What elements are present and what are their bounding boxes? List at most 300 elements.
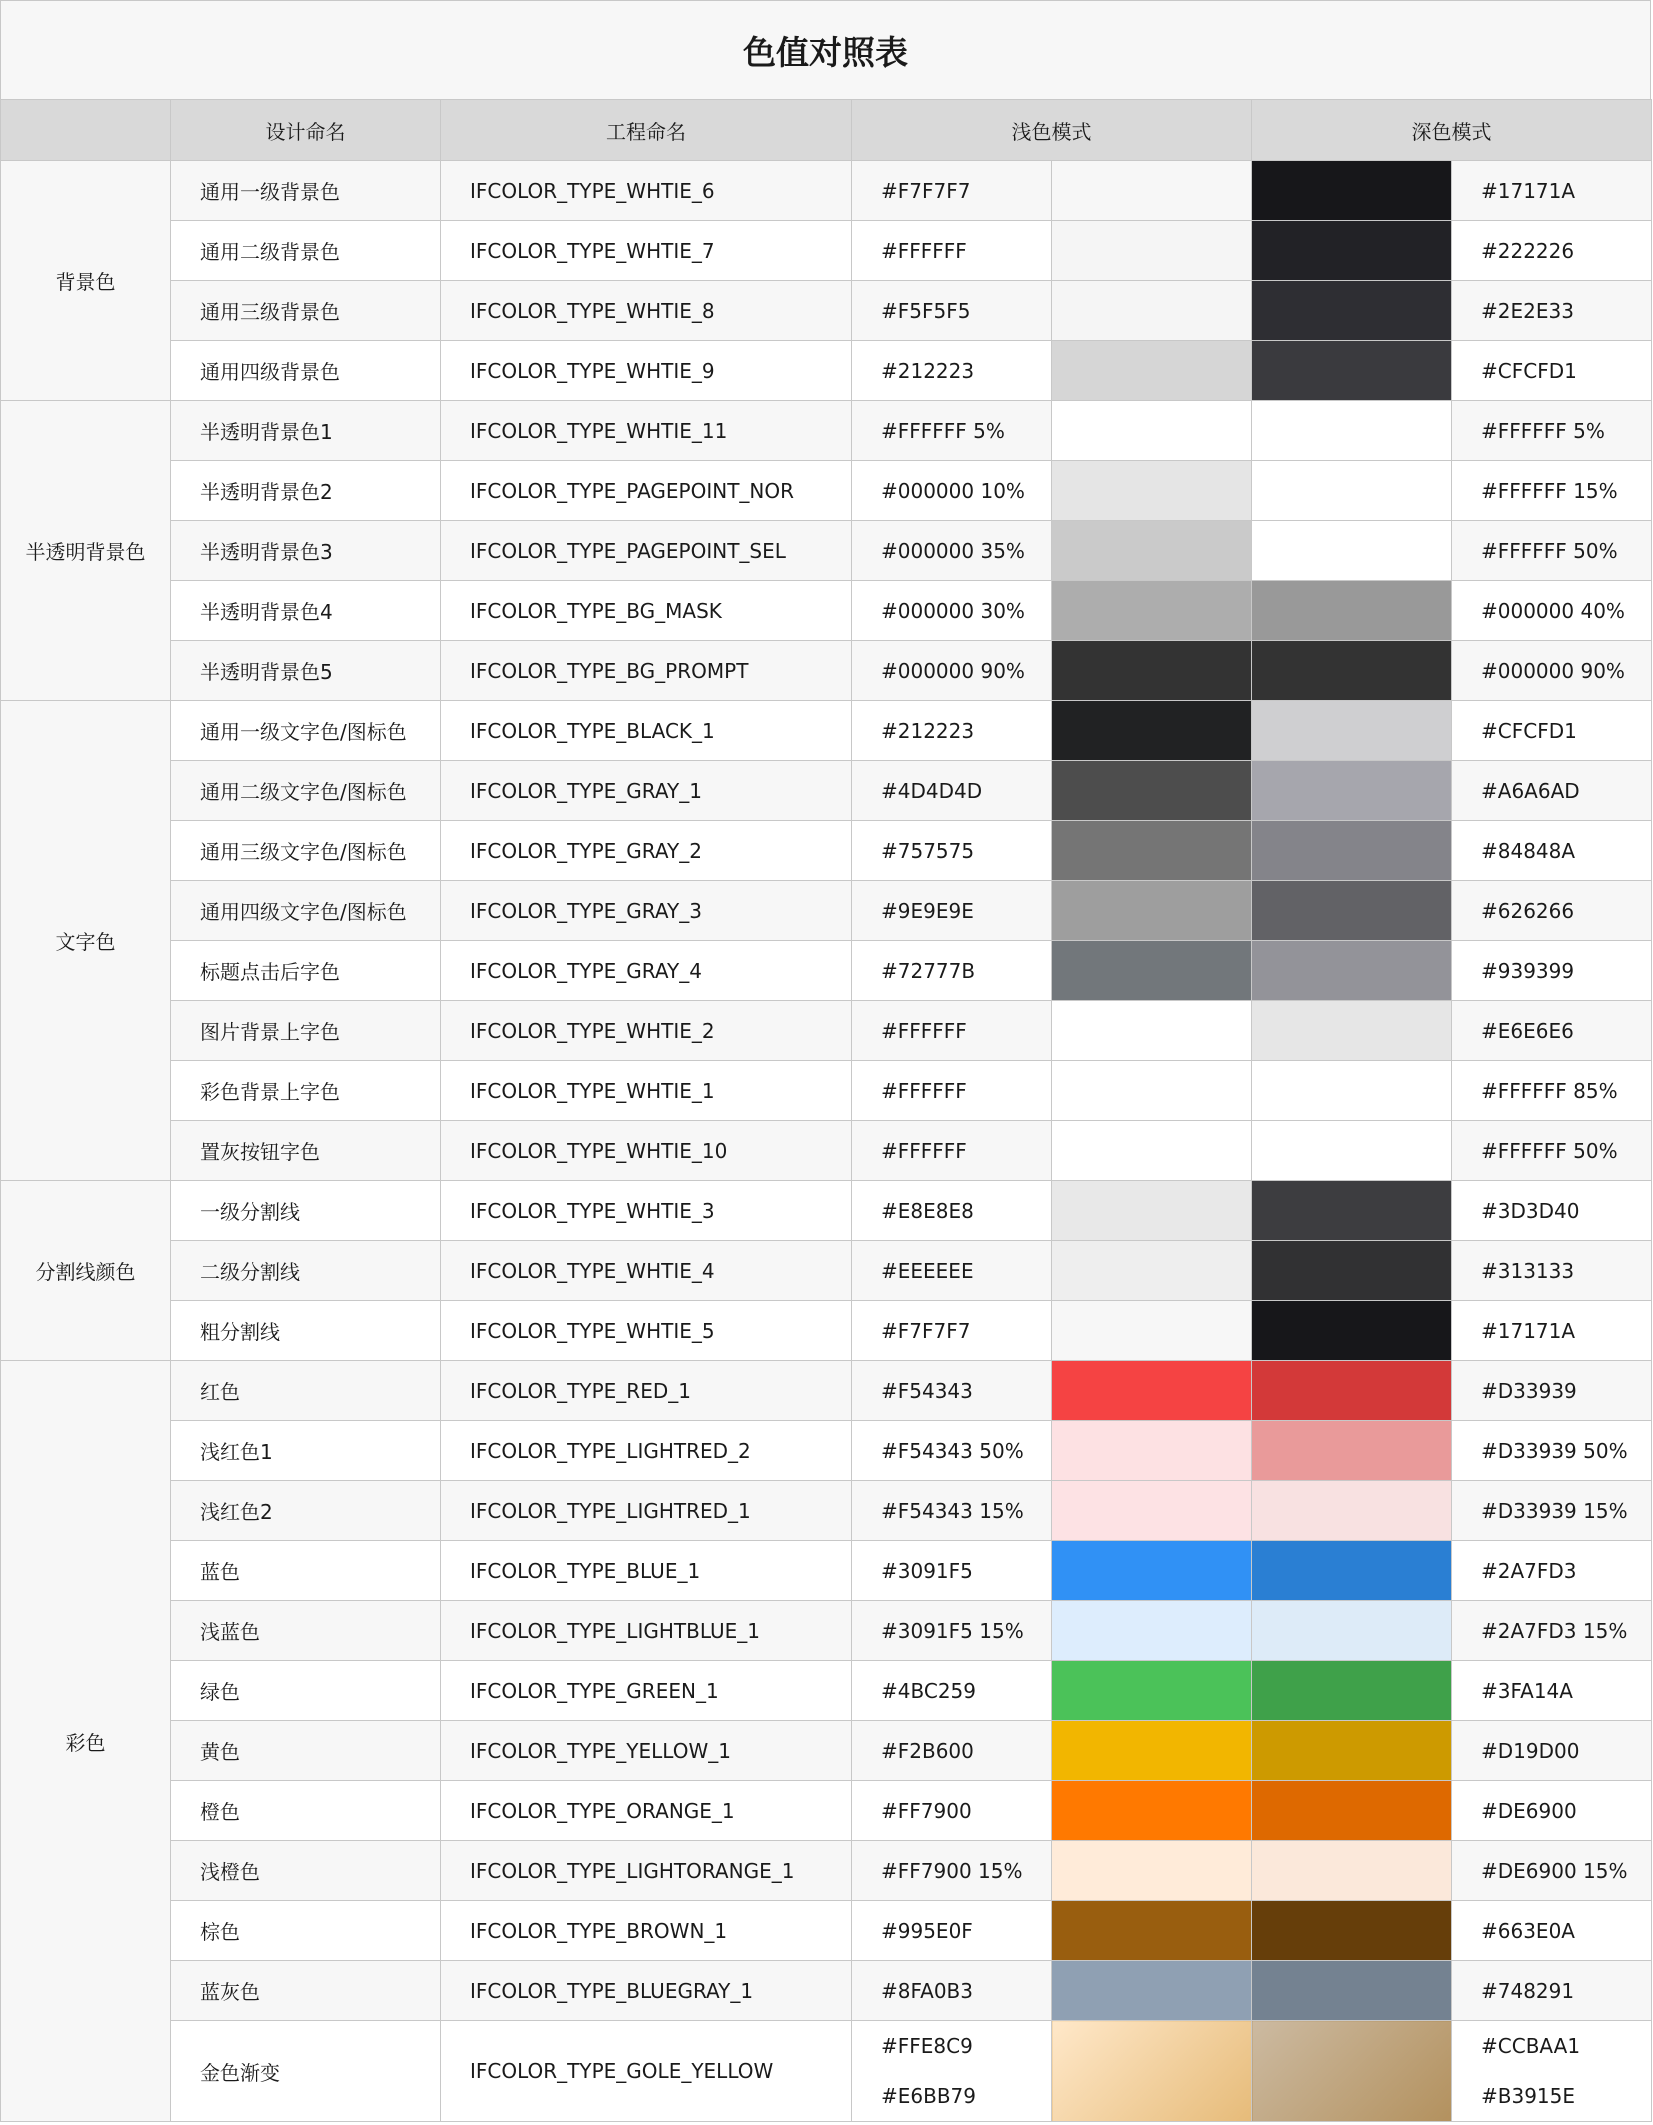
light-swatch [1052,1361,1252,1421]
dark-hex-value: #CFCFD1 [1481,718,1577,743]
light-hex-value: #F2B600 [881,1738,974,1763]
light-hex-value: #72777B [881,958,976,983]
design-name-cell: 通用三级文字色/图标色 [171,821,441,881]
light-hex-cell [852,1121,1052,1181]
dark-swatch [1252,1181,1452,1241]
light-hex-value: #E6BB79 [881,2084,977,2108]
light-hex-cell [852,221,1052,281]
table-row [1,521,1652,581]
light-hex-cell [852,701,1052,761]
dark-hex-value: #FFFFFF 50% [1481,538,1618,563]
engineering-name-cell: IFCOLOR_TYPE_BLACK_1 [441,701,852,761]
light-hex-cell [852,1181,1052,1241]
dark-hex-value: #663E0A [1481,1918,1575,1943]
dark-swatch [1252,1481,1452,1541]
dark-hex-value: #D19D00 [1481,1738,1580,1763]
table-row [1,941,1652,1001]
engineering-name-cell: IFCOLOR_TYPE_WHTIE_9 [441,341,852,401]
light-hex-value: #EEEEEE [881,1258,974,1283]
dark-hex-cell [1452,1781,1652,1841]
table-row [1,1781,1652,1841]
light-hex-cell [852,761,1052,821]
light-hex-value: #212223 [881,718,975,743]
engineering-name-cell: IFCOLOR_TYPE_WHTIE_6 [441,161,852,221]
design-name-cell: 彩色背景上字色 [171,1061,441,1121]
light-swatch [1052,1661,1252,1721]
light-hex-value: #F7F7F7 [881,1318,971,1343]
dark-hex-value: #DE6900 15% [1481,1858,1628,1883]
engineering-name-cell: IFCOLOR_TYPE_RED_1 [441,1361,852,1421]
design-name-cell: 半透明背景色3 [171,521,441,581]
table-row [1,2021,1652,2122]
light-swatch [1052,881,1252,941]
dark-hex-value: #626266 [1481,898,1575,923]
light-hex-cell [852,941,1052,1001]
light-hex-value: #8FA0B3 [881,1978,974,2003]
engineering-name-cell: IFCOLOR_TYPE_LIGHTRED_1 [441,1481,852,1541]
light-hex-cell [852,461,1052,521]
light-hex-value: #9E9E9E [881,898,974,923]
design-name-cell: 通用四级背景色 [171,341,441,401]
light-hex-cell [852,881,1052,941]
dark-hex-value: #FFFFFF 85% [1481,1078,1618,1103]
dark-swatch [1252,1301,1452,1361]
design-name-cell: 通用一级文字色/图标色 [171,701,441,761]
dark-hex-cell [1452,1421,1652,1481]
design-name-cell: 粗分割线 [171,1301,441,1361]
light-hex-cell [852,1661,1052,1721]
design-name-cell: 半透明背景色1 [171,401,441,461]
table-row [1,1961,1652,2021]
dark-swatch [1252,221,1452,281]
dark-hex-cell [1452,1541,1652,1601]
dark-hex-value: #939399 [1481,958,1575,983]
category-cell: 彩色 [1,1361,171,2122]
dark-hex-value: #2A7FD3 15% [1481,1618,1628,1643]
light-hex-value: #995E0F [881,1918,973,1943]
dark-hex-cell [1452,341,1652,401]
light-hex-cell [852,821,1052,881]
dark-hex-cell [1452,761,1652,821]
dark-hex-cell [1452,1961,1652,2021]
light-swatch [1052,341,1252,401]
dark-hex-value: #D33939 [1481,1378,1577,1403]
table-row [1,821,1652,881]
light-swatch [1052,821,1252,881]
dark-hex-cell [1452,281,1652,341]
table-row [1,761,1652,821]
design-name-cell: 蓝灰色 [171,1961,441,2021]
light-swatch [1052,461,1252,521]
design-name-cell: 半透明背景色5 [171,641,441,701]
light-hex-cell [852,1421,1052,1481]
table-row [1,1121,1652,1181]
category-cell: 背景色 [1,161,171,401]
table-row [1,1901,1652,1961]
light-hex-value: #757575 [881,838,975,863]
light-swatch [1052,1781,1252,1841]
dark-swatch [1252,1061,1452,1121]
light-hex-value: #3091F5 15% [881,1618,1024,1643]
light-swatch [1052,1481,1252,1541]
dark-swatch [1252,161,1452,221]
light-swatch [1052,1121,1252,1181]
table-row [1,281,1652,341]
dark-swatch [1252,1601,1452,1661]
engineering-name-cell: IFCOLOR_TYPE_WHTIE_3 [441,1181,852,1241]
dark-hex-value: #000000 40% [1481,598,1625,623]
design-name-cell: 通用三级背景色 [171,281,441,341]
light-swatch [1052,581,1252,641]
engineering-name-cell: IFCOLOR_TYPE_GREEN_1 [441,1661,852,1721]
design-name-cell: 金色渐变 [171,2021,441,2122]
dark-swatch [1252,341,1452,401]
dark-hex-value: #17171A [1481,178,1576,203]
engineering-name-cell: IFCOLOR_TYPE_WHTIE_5 [441,1301,852,1361]
dark-swatch [1252,641,1452,701]
table-row [1,1541,1652,1601]
light-hex-cell [852,1721,1052,1781]
dark-hex-cell [1452,1241,1652,1301]
light-swatch [1052,1961,1252,2021]
dark-hex-cell [1452,461,1652,521]
design-name-cell: 棕色 [171,1901,441,1961]
design-name-cell: 浅蓝色 [171,1601,441,1661]
title-row [0,0,1651,100]
light-hex-cell [852,1961,1052,2021]
table-row [1,1421,1652,1481]
design-name-cell: 标题点击后字色 [171,941,441,1001]
light-hex-cell [852,1001,1052,1061]
engineering-name-cell: IFCOLOR_TYPE_BLUE_1 [441,1541,852,1601]
engineering-name-cell: IFCOLOR_TYPE_GRAY_1 [441,761,852,821]
dark-hex-cell [1452,941,1652,1001]
table-row [1,221,1652,281]
dark-swatch [1252,1541,1452,1601]
dark-hex-cell [1452,1661,1652,1721]
dark-swatch [1252,1961,1452,2021]
light-swatch [1052,161,1252,221]
light-hex-value: #000000 35% [881,538,1025,563]
dark-hex-value: #D33939 15% [1481,1498,1628,1523]
table-body [1,161,1652,2122]
light-hex-cell [852,521,1052,581]
light-hex-value: #F54343 15% [881,1498,1024,1523]
light-hex-cell [852,581,1052,641]
dark-hex-value: #2A7FD3 [1481,1558,1577,1583]
design-name-cell: 半透明背景色2 [171,461,441,521]
design-name-cell: 置灰按钮字色 [171,1121,441,1181]
light-hex-cell [852,2021,1052,2122]
dark-swatch [1252,581,1452,641]
table-row [1,161,1652,221]
light-swatch [1052,1601,1252,1661]
dark-hex-value: #CCBAA1 [1481,2034,1581,2058]
dark-hex-value: #E6E6E6 [1481,1018,1574,1043]
dark-swatch [1252,2021,1452,2122]
light-hex-value: #FFE8C9 [881,2034,973,2058]
light-swatch [1052,1541,1252,1601]
light-hex-cell [852,1301,1052,1361]
dark-hex-cell [1452,1721,1652,1781]
dark-hex-value: #B3915E [1481,2084,1576,2108]
light-hex-cell [852,1241,1052,1301]
table-row [1,461,1652,521]
light-swatch [1052,401,1252,461]
header-dark-mode: 深色模式 [1252,100,1652,161]
light-hex-cell [852,1901,1052,1961]
dark-hex-cell [1452,821,1652,881]
light-swatch [1052,1721,1252,1781]
light-hex-value: #000000 90% [881,658,1025,683]
dark-swatch [1252,521,1452,581]
engineering-name-cell: IFCOLOR_TYPE_PAGEPOINT_NOR [441,461,852,521]
light-hex-value: #FFFFFF [881,1078,967,1103]
light-hex-value: #E8E8E8 [881,1198,974,1223]
engineering-name-cell: IFCOLOR_TYPE_WHTIE_10 [441,1121,852,1181]
light-hex-value: #FFFFFF [881,1138,967,1163]
dark-hex-cell [1452,1481,1652,1541]
light-swatch [1052,1061,1252,1121]
light-hex-value: #FFFFFF 5% [881,418,1005,443]
light-swatch [1052,281,1252,341]
table-row [1,881,1652,941]
dark-swatch [1252,761,1452,821]
design-name-cell: 红色 [171,1361,441,1421]
dark-hex-cell [1452,881,1652,941]
dark-hex-value: #D33939 50% [1481,1438,1628,1463]
dark-hex-cell [1452,401,1652,461]
dark-hex-value: #222226 [1481,238,1575,263]
engineering-name-cell: IFCOLOR_TYPE_GRAY_3 [441,881,852,941]
design-name-cell: 通用二级文字色/图标色 [171,761,441,821]
table-row [1,1301,1652,1361]
light-hex-value: #FF7900 [881,1798,972,1823]
header-engineering-name: 工程命名 [441,100,852,161]
light-hex-cell [852,281,1052,341]
light-hex-cell [852,641,1052,701]
dark-hex-cell [1452,1901,1652,1961]
design-name-cell: 绿色 [171,1661,441,1721]
design-name-cell: 图片背景上字色 [171,1001,441,1061]
design-name-cell: 通用四级文字色/图标色 [171,881,441,941]
light-swatch [1052,641,1252,701]
design-name-cell: 黄色 [171,1721,441,1781]
engineering-name-cell: IFCOLOR_TYPE_BLUEGRAY_1 [441,1961,852,2021]
dark-hex-cell [1452,1301,1652,1361]
table-row [1,1001,1652,1061]
dark-hex-cell [1452,1841,1652,1901]
engineering-name-cell: IFCOLOR_TYPE_WHTIE_7 [441,221,852,281]
light-swatch [1052,701,1252,761]
dark-swatch [1252,701,1452,761]
light-hex-value: #F7F7F7 [881,178,971,203]
light-hex-cell [852,1481,1052,1541]
dark-hex-value: #3FA14A [1481,1678,1573,1703]
dark-swatch [1252,1421,1452,1481]
engineering-name-cell: IFCOLOR_TYPE_WHTIE_1 [441,1061,852,1121]
dark-swatch [1252,821,1452,881]
light-swatch [1052,2021,1252,2122]
category-cell: 半透明背景色 [1,401,171,701]
engineering-name-cell: IFCOLOR_TYPE_YELLOW_1 [441,1721,852,1781]
dark-hex-cell [1452,1121,1652,1181]
light-swatch [1052,1241,1252,1301]
dark-hex-cell [1452,521,1652,581]
light-hex-cell [852,401,1052,461]
dark-hex-cell [1452,1001,1652,1061]
design-name-cell: 一级分割线 [171,1181,441,1241]
table-row [1,581,1652,641]
light-hex-cell [852,1541,1052,1601]
engineering-name-cell: IFCOLOR_TYPE_WHTIE_11 [441,401,852,461]
dark-swatch [1252,461,1452,521]
light-hex-cell [852,1601,1052,1661]
design-name-cell: 蓝色 [171,1541,441,1601]
engineering-name-cell: IFCOLOR_TYPE_PAGEPOINT_SEL [441,521,852,581]
dark-hex-value: #FFFFFF 15% [1481,478,1618,503]
engineering-name-cell: IFCOLOR_TYPE_ORANGE_1 [441,1781,852,1841]
dark-hex-value: #FFFFFF 50% [1481,1138,1618,1163]
light-swatch [1052,221,1252,281]
table-row [1,641,1652,701]
engineering-name-cell: IFCOLOR_TYPE_GOLE_YELLOW [441,2021,852,2122]
dark-swatch [1252,1241,1452,1301]
design-name-cell: 二级分割线 [171,1241,441,1301]
dark-hex-cell [1452,641,1652,701]
light-swatch [1052,1301,1252,1361]
table-row [1,1661,1652,1721]
engineering-name-cell: IFCOLOR_TYPE_LIGHTRED_2 [441,1421,852,1481]
dark-hex-value: #DE6900 [1481,1798,1577,1823]
header-design-name: 设计命名 [171,100,441,161]
engineering-name-cell: IFCOLOR_TYPE_GRAY_2 [441,821,852,881]
table-row [1,401,1652,461]
engineering-name-cell: IFCOLOR_TYPE_BG_PROMPT [441,641,852,701]
light-hex-value: #F54343 50% [881,1438,1024,1463]
dark-swatch [1252,1781,1452,1841]
light-hex-value: #000000 30% [881,598,1025,623]
dark-hex-value: #3D3D40 [1481,1198,1580,1223]
light-hex-cell [852,1061,1052,1121]
light-hex-cell [852,341,1052,401]
table-row [1,1361,1652,1421]
light-hex-value: #FF7900 15% [881,1858,1023,1883]
light-hex-value: #4D4D4D [881,778,983,803]
light-hex-value: #3091F5 [881,1558,973,1583]
design-name-cell: 通用二级背景色 [171,221,441,281]
dark-hex-value: #84848A [1481,838,1576,863]
table-row [1,1181,1652,1241]
header-light-mode: 浅色模式 [852,100,1252,161]
engineering-name-cell: IFCOLOR_TYPE_WHTIE_8 [441,281,852,341]
light-hex-value: #000000 10% [881,478,1025,503]
category-cell: 分割线颜色 [1,1181,171,1361]
engineering-name-cell: IFCOLOR_TYPE_BG_MASK [441,581,852,641]
dark-swatch [1252,1361,1452,1421]
dark-hex-cell [1452,1181,1652,1241]
dark-swatch [1252,1121,1452,1181]
table-row [1,1241,1652,1301]
design-name-cell: 浅橙色 [171,1841,441,1901]
dark-hex-value: #313133 [1481,1258,1575,1283]
table-row [1,701,1652,761]
dark-swatch [1252,1001,1452,1061]
light-hex-value: #212223 [881,358,975,383]
dark-swatch [1252,401,1452,461]
dark-hex-value: #2E2E33 [1481,298,1574,323]
dark-swatch [1252,1841,1452,1901]
table-row [1,1841,1652,1901]
table-row [1,1481,1652,1541]
engineering-name-cell: IFCOLOR_TYPE_WHTIE_4 [441,1241,852,1301]
light-swatch [1052,1901,1252,1961]
design-name-cell: 半透明背景色4 [171,581,441,641]
dark-swatch [1252,281,1452,341]
light-hex-value: #4BC259 [881,1678,976,1703]
light-swatch [1052,1181,1252,1241]
dark-hex-cell [1452,161,1652,221]
dark-hex-cell [1452,701,1652,761]
light-swatch [1052,1421,1252,1481]
light-hex-value: #F54343 [881,1378,973,1403]
light-swatch [1052,1001,1252,1061]
light-swatch [1052,1841,1252,1901]
dark-hex-cell [1452,1601,1652,1661]
dark-swatch [1252,1721,1452,1781]
dark-hex-cell [1452,221,1652,281]
dark-hex-value: #748291 [1481,1978,1575,2003]
color-table [0,99,1652,2122]
dark-swatch [1252,1661,1452,1721]
header-category [1,100,171,161]
design-name-cell: 通用一级背景色 [171,161,441,221]
engineering-name-cell: IFCOLOR_TYPE_BROWN_1 [441,1901,852,1961]
dark-hex-cell [1452,2021,1652,2122]
design-name-cell: 浅红色2 [171,1481,441,1541]
dark-hex-cell [1452,581,1652,641]
design-name-cell: 浅红色1 [171,1421,441,1481]
header-row [1,100,1652,161]
table-row [1,1721,1652,1781]
light-hex-value: #F5F5F5 [881,298,971,323]
engineering-name-cell: IFCOLOR_TYPE_WHTIE_2 [441,1001,852,1061]
dark-hex-cell [1452,1061,1652,1121]
dark-swatch [1252,881,1452,941]
engineering-name-cell: IFCOLOR_TYPE_LIGHTORANGE_1 [441,1841,852,1901]
light-swatch [1052,761,1252,821]
dark-hex-value: #CFCFD1 [1481,358,1577,383]
dark-hex-value: #17171A [1481,1318,1576,1343]
table-row [1,1601,1652,1661]
dark-hex-value: #A6A6AD [1481,778,1580,803]
light-hex-cell [852,1361,1052,1421]
dark-hex-value: #000000 90% [1481,658,1625,683]
light-swatch [1052,941,1252,1001]
dark-hex-cell [1452,1361,1652,1421]
light-swatch [1052,521,1252,581]
table-row [1,1061,1652,1121]
light-hex-cell [852,1781,1052,1841]
light-hex-cell [852,1841,1052,1901]
light-hex-cell [852,161,1052,221]
design-name-cell: 橙色 [171,1781,441,1841]
light-hex-value: #FFFFFF [881,1018,967,1043]
page-title: 色值对照表 [743,32,908,72]
dark-hex-value: #FFFFFF 5% [1481,418,1605,443]
engineering-name-cell: IFCOLOR_TYPE_LIGHTBLUE_1 [441,1601,852,1661]
engineering-name-cell: IFCOLOR_TYPE_GRAY_4 [441,941,852,1001]
